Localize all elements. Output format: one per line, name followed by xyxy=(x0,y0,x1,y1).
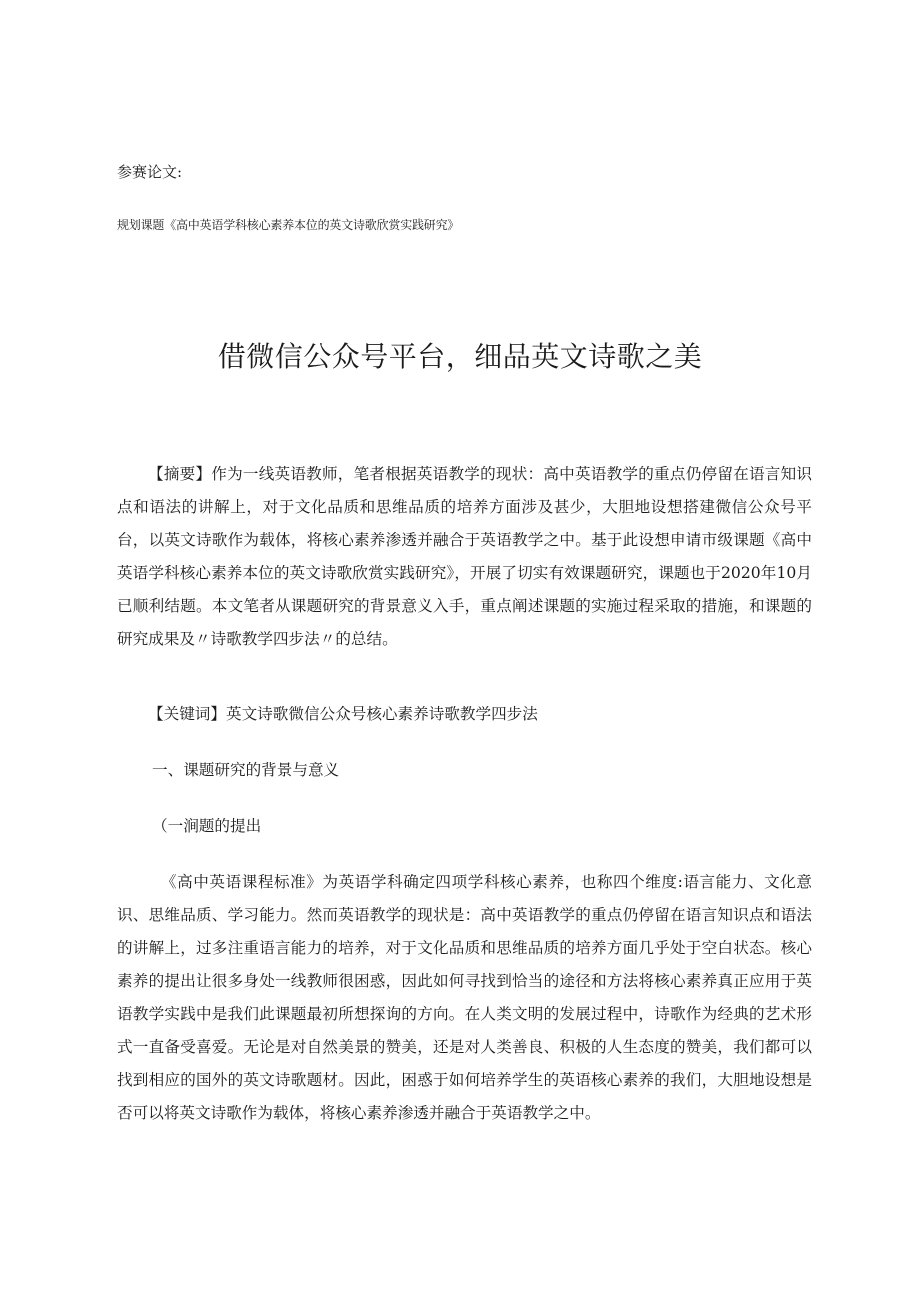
page-title: 借微信公众号平台，细品英文诗歌之美 xyxy=(217,340,703,373)
abstract-paragraph: 【摘要】作为一线英语教师，笔者根据英语教学的现状：高中英语教学的重点仍停留在语言知识点和语法的讲解上，对于文化品质和思维品质的培养方面涉及甚少，大胆地设想搭建微信公众号平台，以英文诗歌作为载体，将核心素养渗透并融合于英语教学之中。基于此设想申请市级课题《高中英语学科核心素养本位的英文诗歌欣赏实践研究》，开展了切实有效课题研究，课题也于2020年10月已顺利结题。本文笔者从课题研究的背景意义入手，重点阐述课题的实施过程采取的措施，和课题的研究成果及〃诗歌教学四步法〃的总结。 xyxy=(117,465,812,648)
subsection-heading: （一涧题的提出 xyxy=(152,817,262,835)
project-label: 规划课题《高中英语学科核心素养本位的英文诗歌欣赏实践研究》 xyxy=(117,218,460,232)
body-paragraph: 《高中英语课程标准》为英语学科确定四项学科核心素养，也称四个维度:语言能力、文化意识、思维品质、学习能力。然而英语教学的现状是：高中英语教学的重点仍停留在语言知识点和语法的讲解上，过多注重语言能力的培养，对于文化品质和思维品质的培养方面几乎处于空白状态。核心素养的提出让很多身处一线教师很困惑，因此如何寻找到恰当的途径和方法将核心素养真正应用于英语教学实践中是我们此课题最初所想探询的方向。在人类文明的发展过程中，诗歌作为经典的艺术形式一直备受喜爱。无论是对自然美景的赞美，还是对人类善良、积极的人生态度的赞美，我们都可以找到相应的国外的英文诗歌题材。因此，困惑于如何培养学生的英语核心素养的我们，大胆地设想是否可以将英文诗歌作为载体，将核心素养渗透并融合于英语教学之中。 xyxy=(117,873,812,1122)
section-heading: 一、课题研究的背景与意义 xyxy=(152,761,340,779)
contest-label: 参赛论文: xyxy=(117,163,183,181)
keywords-line: 【关键词】英文诗歌微信公众号核心素养诗歌教学四步法 xyxy=(148,705,538,723)
